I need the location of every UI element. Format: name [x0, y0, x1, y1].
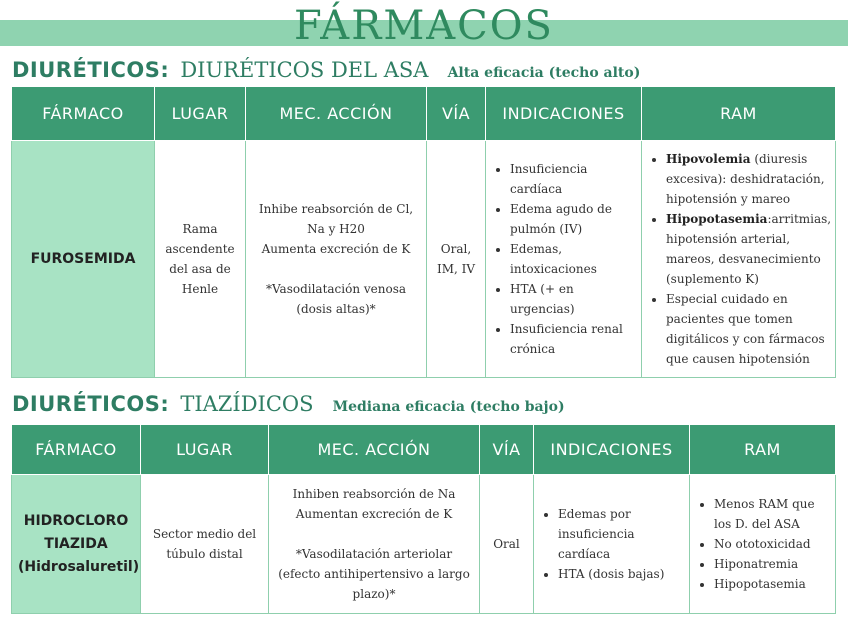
list-item: • Edemas, intoxicaciones [510, 239, 635, 279]
mechanism-cell [269, 475, 480, 614]
indications-list [492, 159, 635, 359]
mechanism-line: Inhibe reabsorción de Cl, Na y H20 [258, 202, 414, 236]
section-category: DIURÉTICOS: [12, 392, 170, 416]
page-title: FÁRMACOS [294, 3, 554, 49]
list-item: • Menos RAM que los D. del ASA [714, 494, 829, 534]
ram-list [696, 494, 829, 594]
drug-brand-name: (Hidrosaluretil) [18, 558, 140, 575]
ram-emphasis: Hipovolemia [666, 152, 751, 166]
table-row [12, 475, 836, 614]
ram-text: :arritmias, hipotensión arterial, mareos, desvanecimiento (suplemento K) [666, 212, 832, 286]
list-item: • Hipopotasemia [714, 574, 829, 594]
header-route: VÍA [480, 425, 534, 475]
drug-name-line: TIAZIDA [44, 535, 108, 552]
header-route: VÍA [427, 87, 486, 141]
ram-emphasis: Hipopotasemia [666, 212, 768, 226]
list-item: • Insuficiencia cardíaca [510, 159, 635, 199]
ram-cell [690, 475, 836, 614]
table-row [12, 141, 836, 378]
list-item: • Especial cuidado en pacientes que tomen digitálicos y con fármacos que causen hipotensión [666, 289, 829, 369]
header-mechanism: MEC. ACCIÓN [269, 425, 480, 475]
header-drug: FÁRMACO [12, 425, 141, 475]
section-subtitle: TIAZÍDICOS [180, 392, 314, 416]
header-mechanism: MEC. ACCIÓN [246, 87, 427, 141]
list-item [666, 149, 829, 209]
mechanism-line: Inhiben reabsorción de Na [292, 487, 456, 501]
list-item: • HTA (dosis bajas) [558, 564, 683, 584]
drug-name-line: HIDROCLORO [23, 512, 129, 529]
header-ram: RAM [642, 87, 836, 141]
list-item: • HTA (+ en urgencias) [510, 279, 635, 319]
list-item: • No ototoxicidad [714, 534, 829, 554]
route-cell: Oral [480, 475, 534, 614]
mechanism-line: Aumenta excreción de K [261, 242, 411, 256]
list-item: • Edemas por insuficiencia cardíaca [558, 504, 683, 564]
header-site: LUGAR [141, 425, 269, 475]
header-indications: INDICACIONES [534, 425, 690, 475]
loop-diuretics-table [11, 86, 836, 378]
mechanism-note: *Vasodilatación arteriolar (efecto antihipertensivo a largo plazo)* [278, 547, 470, 601]
section-efficacy: Alta eficacia (techo alto) [447, 65, 641, 81]
section-subtitle: DIURÉTICOS DEL ASA [180, 58, 429, 82]
ram-text: (diuresis excesiva): deshidratación, hipotensión y mareo [666, 152, 825, 206]
header-indications: INDICACIONES [486, 87, 642, 141]
table-header-row [12, 425, 836, 475]
site-cell: Sector medio del túbulo distal [141, 475, 269, 614]
section-category: DIURÉTICOS: [12, 58, 170, 82]
section-heading-thiazide [12, 392, 565, 416]
header-drug: FÁRMACO [12, 87, 155, 141]
list-item: • Edema agudo de pulmón (IV) [510, 199, 635, 239]
site-cell: Rama ascendente del asa de Henle [155, 141, 246, 378]
mechanism-line: Aumentan excreción de K [295, 507, 453, 521]
indications-cell [486, 141, 642, 378]
thiazide-diuretics-table [11, 424, 836, 614]
drug-name [12, 475, 141, 614]
route-cell: Oral, IM, IV [427, 141, 486, 378]
table-header-row [12, 87, 836, 141]
mechanism-cell [246, 141, 427, 378]
drug-name: FUROSEMIDA [12, 141, 155, 378]
list-item [666, 209, 832, 289]
indications-cell [534, 475, 690, 614]
ram-list [648, 149, 832, 369]
indications-list [540, 504, 683, 584]
mechanism-note: *Vasodilatación venosa (dosis altas)* [265, 282, 407, 316]
header-ram: RAM [690, 425, 836, 475]
section-efficacy: Mediana eficacia (techo bajo) [332, 399, 565, 415]
list-item: • Insuficiencia renal crónica [510, 319, 635, 359]
header-site: LUGAR [155, 87, 246, 141]
list-item: • Hiponatremia [714, 554, 829, 574]
ram-cell [642, 141, 836, 378]
section-heading-loop [12, 58, 640, 82]
